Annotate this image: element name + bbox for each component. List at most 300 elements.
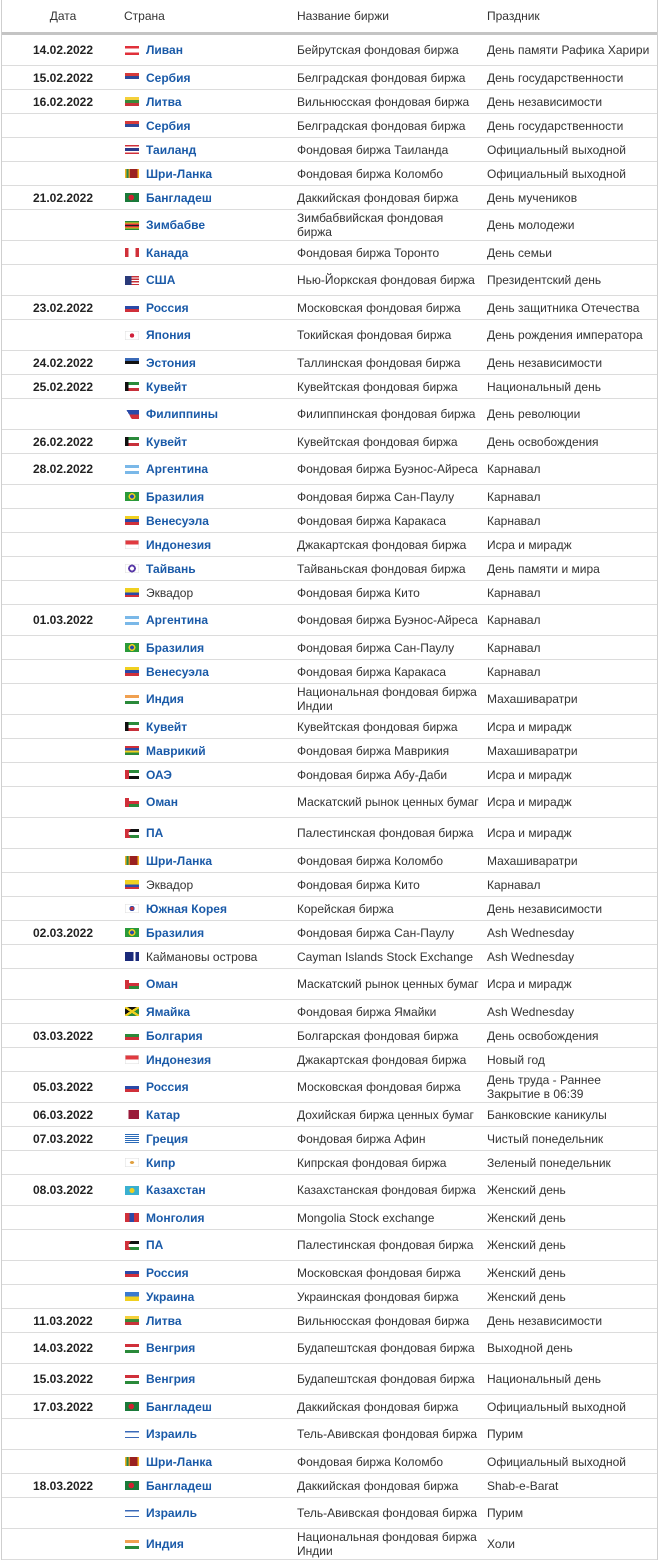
table-row (2, 90, 657, 114)
country-link[interactable]: Украина (146, 1289, 195, 1304)
brazil-flag-icon (125, 928, 139, 937)
palestine-flag-icon (125, 1241, 139, 1250)
country-cell (124, 636, 297, 660)
table-row (2, 1048, 657, 1072)
japan-flag-icon (125, 331, 139, 340)
country-cell (124, 945, 297, 969)
country-link[interactable]: Бразилия (146, 640, 205, 655)
table-row (2, 454, 657, 485)
exchange-cell: Будапештская фондовая биржа (297, 1333, 487, 1364)
country-link[interactable]: Кувейт (146, 719, 188, 734)
thailand-flag-icon (125, 145, 139, 154)
country-link[interactable]: Сербия (146, 118, 191, 133)
kuwait-flag-icon (125, 722, 139, 731)
country-link[interactable]: Бразилия (146, 925, 205, 940)
table-row (2, 1364, 657, 1395)
holiday-cell: Чистый понедельник (487, 1127, 657, 1151)
date-cell (2, 399, 124, 430)
holiday-cell: День защитника Отечества (487, 296, 657, 320)
cyprus-flag-icon (125, 1158, 139, 1167)
country-link[interactable]: Болгария (146, 1028, 203, 1043)
exchange-cell: Кувейтская фондовая биржа (297, 430, 487, 454)
country-link[interactable]: ОАЭ (146, 767, 172, 782)
country-cell (124, 1450, 297, 1474)
exchange-cell: Болгарская фондовая биржа (297, 1024, 487, 1048)
holiday-cell: Национальный день (487, 375, 657, 399)
country-cell (124, 1333, 297, 1364)
date-cell (2, 241, 124, 265)
country-link: Эквадор (146, 585, 194, 600)
date-cell: 23.02.2022 (2, 296, 124, 320)
bangladesh-flag-icon (125, 1402, 139, 1411)
hungary-flag-icon (125, 1375, 139, 1384)
exchange-cell: Фондовая биржа Сан-Паулу (297, 921, 487, 945)
date-cell (2, 739, 124, 763)
holiday-cell: День независимости (487, 351, 657, 375)
exchange-cell: Маскатский рынок ценных бумаг (297, 787, 487, 818)
date-cell (2, 715, 124, 739)
country-cell (124, 1151, 297, 1175)
country-link[interactable]: Кувейт (146, 379, 188, 394)
kuwait-flag-icon (125, 382, 139, 391)
date-cell: 26.02.2022 (2, 430, 124, 454)
country-cell (124, 241, 297, 265)
date-cell: 14.02.2022 (2, 34, 124, 66)
country-link[interactable]: Оман (146, 977, 178, 991)
table-row (2, 399, 657, 430)
exchange-cell: Тайваньская фондовая биржа (297, 557, 487, 581)
holiday-cell: День памяти Рафика Харири (487, 34, 657, 66)
date-cell (2, 533, 124, 557)
holiday-table-container (1, 0, 658, 1560)
country-link[interactable]: Шри-Ланка (146, 1454, 213, 1469)
country-cell (124, 1000, 297, 1024)
usa-flag-icon (125, 276, 139, 285)
bangladesh-flag-icon (125, 193, 139, 202)
holiday-cell: Выходной день (487, 1333, 657, 1364)
exchange-cell: Бейрутская фондовая биржа (297, 34, 487, 66)
table-row (2, 636, 657, 660)
table-row (2, 1450, 657, 1474)
cayman-flag-icon (125, 952, 139, 961)
philippines-flag-icon (125, 410, 139, 419)
date-cell: 17.03.2022 (2, 1395, 124, 1419)
country-cell (124, 787, 297, 818)
date-cell (2, 636, 124, 660)
table-row (2, 849, 657, 873)
holiday-cell: Карнавал (487, 509, 657, 533)
country-cell (124, 454, 297, 485)
country-link[interactable]: Ливан (146, 43, 183, 57)
country-cell (124, 509, 297, 533)
country-cell (124, 873, 297, 897)
date-cell (2, 1450, 124, 1474)
holiday-cell: День мучеников (487, 186, 657, 210)
country-link[interactable]: США (146, 273, 176, 287)
table-row (2, 114, 657, 138)
holiday-cell: Женский день (487, 1285, 657, 1309)
date-cell (2, 557, 124, 581)
date-cell: 05.03.2022 (2, 1072, 124, 1103)
country-link[interactable]: Таиланд (146, 142, 197, 157)
table-row (2, 715, 657, 739)
exchange-cell: Тель-Авивская фондовая биржа (297, 1498, 487, 1529)
serbia-flag-icon (125, 73, 139, 82)
date-cell: 01.03.2022 (2, 605, 124, 636)
holiday-cell: День освобождения (487, 430, 657, 454)
date-cell (2, 763, 124, 787)
jamaica-flag-icon (125, 1007, 139, 1016)
country-link[interactable]: Венесуэла (146, 664, 209, 679)
country-link[interactable]: Аргентина (146, 462, 209, 476)
date-cell (2, 1419, 124, 1450)
holiday-cell: Махашиваратри (487, 849, 657, 873)
srilanka-flag-icon (125, 169, 139, 178)
holiday-cell: Исра и мирадж (487, 787, 657, 818)
exchange-cell: Даккийская фондовая биржа (297, 186, 487, 210)
table-header-row (2, 0, 657, 34)
exchange-cell: Фондовая биржа Ямайки (297, 1000, 487, 1024)
date-cell (2, 1000, 124, 1024)
country-link[interactable]: Аргентина (146, 613, 209, 627)
mongolia-flag-icon (125, 1213, 139, 1222)
country-cell (124, 1024, 297, 1048)
country-link[interactable]: Монголия (146, 1210, 205, 1225)
table-row (2, 1261, 657, 1285)
holiday-cell: Официальный выходной (487, 162, 657, 186)
date-cell: 06.03.2022 (2, 1103, 124, 1127)
date-cell (2, 162, 124, 186)
date-cell (2, 1261, 124, 1285)
table-row (2, 485, 657, 509)
holiday-cell: Карнавал (487, 636, 657, 660)
date-cell: 24.02.2022 (2, 351, 124, 375)
country-link[interactable]: ПА (146, 826, 164, 840)
exchange-cell: Фондовая биржа Буэнос-Айреса (297, 605, 487, 636)
bulgaria-flag-icon (125, 1031, 139, 1040)
exchange-cell: Фондовая биржа Кито (297, 581, 487, 605)
exchange-cell: Белградская фондовая биржа (297, 114, 487, 138)
exchange-cell: Московская фондовая биржа (297, 1072, 487, 1103)
country-link[interactable]: Россия (146, 300, 189, 315)
taiwan-flag-icon (125, 564, 139, 573)
exchange-cell: Фондовая биржа Афин (297, 1127, 487, 1151)
argentina-flag-icon (125, 465, 139, 474)
india-flag-icon (125, 1540, 139, 1549)
exchange-cell: Фондовая биржа Коломбо (297, 162, 487, 186)
country-link[interactable]: Израиль (146, 1427, 197, 1441)
country-link[interactable]: Япония (146, 328, 191, 342)
country-link[interactable]: Литва (146, 1313, 182, 1328)
exchange-cell: Фондовая биржа Сан-Паулу (297, 636, 487, 660)
country-link[interactable]: Бангладеш (146, 1478, 212, 1493)
exchange-cell: Фондовая биржа Коломбо (297, 849, 487, 873)
country-link: Эквадор (146, 877, 194, 892)
holiday-cell: Карнавал (487, 485, 657, 509)
table-row (2, 945, 657, 969)
country-link[interactable]: ПА (146, 1238, 164, 1252)
date-cell: 15.02.2022 (2, 66, 124, 90)
country-cell (124, 1419, 297, 1450)
table-row (2, 34, 657, 66)
country-cell (124, 265, 297, 296)
country-cell (124, 90, 297, 114)
table-row (2, 1072, 657, 1103)
table-row (2, 66, 657, 90)
holiday-cell: Президентский день (487, 265, 657, 296)
country-link[interactable]: Ямайка (146, 1004, 191, 1019)
lebanon-flag-icon (125, 46, 139, 55)
exchange-cell: Фондовая биржа Кито (297, 873, 487, 897)
holiday-cell: Пурим (487, 1419, 657, 1450)
table-row (2, 921, 657, 945)
date-cell (2, 787, 124, 818)
holiday-cell: Исра и мирадж (487, 715, 657, 739)
exchange-cell: Вильнюсская фондовая биржа (297, 1309, 487, 1333)
table-row (2, 1000, 657, 1024)
country-link[interactable]: Кипр (146, 1155, 176, 1170)
israel-flag-icon (125, 1509, 139, 1518)
country-link[interactable]: Сербия (146, 70, 191, 85)
country-cell (124, 1048, 297, 1072)
date-cell (2, 969, 124, 1000)
country-cell (124, 210, 297, 241)
exchange-cell: Фондовая биржа Сан-Паулу (297, 485, 487, 509)
country-cell (124, 684, 297, 715)
country-link[interactable]: Казахстан (146, 1183, 206, 1197)
table-row (2, 533, 657, 557)
header-country[interactable]: Страна (124, 0, 297, 34)
holiday-cell: Исра и мирадж (487, 969, 657, 1000)
holiday-cell: Карнавал (487, 873, 657, 897)
date-cell (2, 581, 124, 605)
country-cell (124, 715, 297, 739)
holiday-table (2, 0, 657, 1560)
holiday-cell: Национальный день (487, 1364, 657, 1395)
southkorea-flag-icon (125, 904, 139, 913)
table-row (2, 509, 657, 533)
israel-flag-icon (125, 1430, 139, 1439)
country-cell (124, 1072, 297, 1103)
hungary-flag-icon (125, 1344, 139, 1353)
country-link[interactable]: Маврикий (146, 743, 206, 758)
exchange-cell: Нью-Йоркская фондовая биржа (297, 265, 487, 296)
oman-flag-icon (125, 980, 139, 989)
exchange-cell: Кувейтская фондовая биржа (297, 715, 487, 739)
table-row (2, 1127, 657, 1151)
exchange-cell: Вильнюсская фондовая биржа (297, 90, 487, 114)
header-exchange[interactable]: Название биржи (297, 0, 487, 34)
table-row (2, 787, 657, 818)
ecuador-flag-icon (125, 588, 139, 597)
holiday-cell: Банковские каникулы (487, 1103, 657, 1127)
date-cell (2, 873, 124, 897)
argentina-flag-icon (125, 616, 139, 625)
table-row (2, 1419, 657, 1450)
country-link[interactable]: Израиль (146, 1506, 197, 1520)
table-row (2, 241, 657, 265)
date-cell (2, 684, 124, 715)
country-link[interactable]: Катар (146, 1107, 181, 1122)
country-link[interactable]: Филиппины (146, 407, 218, 421)
country-link[interactable]: Оман (146, 795, 178, 809)
table-row (2, 186, 657, 210)
indonesia-flag-icon (125, 1055, 139, 1064)
holiday-cell: Женский день (487, 1261, 657, 1285)
table-row (2, 873, 657, 897)
country-cell (124, 162, 297, 186)
russia-flag-icon (125, 1083, 139, 1092)
country-link[interactable]: Кувейт (146, 434, 188, 449)
country-cell (124, 533, 297, 557)
country-link[interactable]: Греция (146, 1131, 189, 1146)
country-cell (124, 1175, 297, 1206)
holiday-cell: Холи (487, 1529, 657, 1560)
country-link[interactable]: Шри-Ланка (146, 166, 213, 181)
header-date[interactable]: Дата (2, 0, 124, 34)
date-cell: 15.03.2022 (2, 1364, 124, 1395)
holiday-cell: Официальный выходной (487, 1395, 657, 1419)
holiday-cell: День молодежи (487, 210, 657, 241)
country-cell (124, 605, 297, 636)
country-cell (124, 849, 297, 873)
country-cell (124, 351, 297, 375)
country-cell (124, 1261, 297, 1285)
table-row (2, 969, 657, 1000)
serbia-flag-icon (125, 121, 139, 130)
country-link[interactable]: Россия (146, 1265, 189, 1280)
country-link[interactable]: Канада (146, 245, 189, 260)
exchange-cell: Фондовая биржа Коломбо (297, 1450, 487, 1474)
date-cell (2, 1151, 124, 1175)
table-row (2, 351, 657, 375)
table-row (2, 320, 657, 351)
date-cell (2, 210, 124, 241)
exchange-cell: Тель-Авивская фондовая биржа (297, 1419, 487, 1450)
date-cell (2, 509, 124, 533)
holiday-cell: День семьи (487, 241, 657, 265)
country-link[interactable]: Шри-Ланка (146, 853, 213, 868)
table-row (2, 265, 657, 296)
date-cell (2, 114, 124, 138)
country-cell (124, 1474, 297, 1498)
table-row (2, 1309, 657, 1333)
country-link[interactable]: Бразилия (146, 489, 205, 504)
table-row (2, 897, 657, 921)
country-link[interactable]: Бангладеш (146, 1399, 212, 1414)
holiday-cell: Пурим (487, 1498, 657, 1529)
country-cell (124, 763, 297, 787)
country-link[interactable]: Бангладеш (146, 190, 212, 205)
country-cell (124, 1206, 297, 1230)
exchange-cell: Зимбабвийская фондовая биржа (297, 210, 487, 241)
exchange-cell: Маскатский рынок ценных бумаг (297, 969, 487, 1000)
header-holiday[interactable]: Праздник (487, 0, 657, 34)
exchange-cell: Казахстанская фондовая биржа (297, 1175, 487, 1206)
holiday-cell: Женский день (487, 1175, 657, 1206)
estonia-flag-icon (125, 358, 139, 367)
lithuania-flag-icon (125, 97, 139, 106)
country-cell (124, 660, 297, 684)
holiday-cell: Исра и мирадж (487, 763, 657, 787)
date-cell (2, 660, 124, 684)
table-row (2, 1175, 657, 1206)
country-cell (124, 375, 297, 399)
country-link[interactable]: Венгрия (146, 1372, 196, 1386)
exchange-cell: Кипрская фондовая биржа (297, 1151, 487, 1175)
holiday-cell: Женский день (487, 1230, 657, 1261)
country-link[interactable]: Южная Корея (146, 901, 227, 916)
exchange-cell: Фондовая биржа Каракаса (297, 509, 487, 533)
exchange-cell: Филиппинская фондовая биржа (297, 399, 487, 430)
date-cell (2, 485, 124, 509)
date-cell: 18.03.2022 (2, 1474, 124, 1498)
country-cell (124, 66, 297, 90)
country-cell (124, 1529, 297, 1560)
date-cell (2, 1230, 124, 1261)
country-link[interactable]: Эстония (146, 355, 196, 370)
country-cell (124, 138, 297, 162)
holiday-cell: День памяти и мира (487, 557, 657, 581)
country-link[interactable]: Индия (146, 692, 184, 706)
table-row (2, 430, 657, 454)
holiday-cell: Shab-e-Barat (487, 1474, 657, 1498)
country-link: Каймановы острова (146, 949, 258, 964)
date-cell (2, 1529, 124, 1560)
table-row (2, 1395, 657, 1419)
date-cell (2, 1206, 124, 1230)
holiday-cell: День государственности (487, 66, 657, 90)
srilanka-flag-icon (125, 1457, 139, 1466)
exchange-cell: Даккийская фондовая биржа (297, 1395, 487, 1419)
country-cell (124, 897, 297, 921)
table-row (2, 1333, 657, 1364)
country-cell (124, 320, 297, 351)
table-row (2, 1498, 657, 1529)
country-cell (124, 296, 297, 320)
exchange-cell: Фондовая биржа Торонто (297, 241, 487, 265)
country-link[interactable]: Зимбабве (146, 218, 206, 232)
country-link[interactable]: Венесуэла (146, 513, 209, 528)
exchange-cell: Белградская фондовая биржа (297, 66, 487, 90)
date-cell: 16.02.2022 (2, 90, 124, 114)
date-cell (2, 320, 124, 351)
country-cell (124, 114, 297, 138)
holiday-cell: День революции (487, 399, 657, 430)
table-row (2, 581, 657, 605)
holiday-cell: Махашиваратри (487, 739, 657, 763)
country-link[interactable]: Литва (146, 94, 182, 109)
qatar-flag-icon (125, 1110, 139, 1119)
canada-flag-icon (125, 248, 139, 257)
exchange-cell: Дохийская биржа ценных бумаг (297, 1103, 487, 1127)
country-cell (124, 969, 297, 1000)
country-link[interactable]: Индонезия (146, 537, 212, 552)
venezuela-flag-icon (125, 667, 139, 676)
holiday-cell: День независимости (487, 90, 657, 114)
holiday-cell: Ash Wednesday (487, 945, 657, 969)
date-cell: 03.03.2022 (2, 1024, 124, 1048)
date-cell: 02.03.2022 (2, 921, 124, 945)
country-link[interactable]: Россия (146, 1080, 189, 1094)
exchange-cell: Кувейтская фондовая биржа (297, 375, 487, 399)
brazil-flag-icon (125, 492, 139, 501)
table-row (2, 660, 657, 684)
country-link[interactable]: Индия (146, 1537, 184, 1551)
country-link[interactable]: Венгрия (146, 1341, 196, 1355)
country-link[interactable]: Индонезия (146, 1052, 212, 1067)
country-link[interactable]: Тайвань (146, 561, 196, 576)
